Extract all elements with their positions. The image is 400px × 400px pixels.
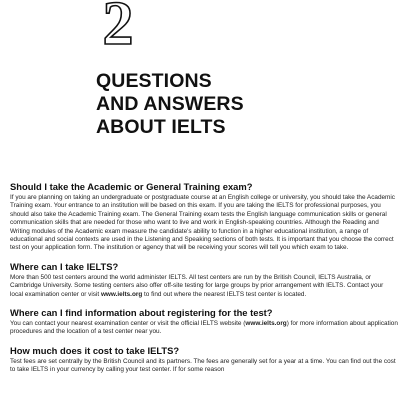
chapter-number-outline xyxy=(97,0,139,46)
question-heading: How much does it cost to take IELTS? xyxy=(10,344,180,356)
answer-paragraph: Test fees are set centrally by the British Council and its partners. The fees are generally set for a year at a time. You can find out the cost to take IELTS in your currency by calling your test center. If for some reason xyxy=(10,357,396,374)
answer-paragraph: If you are planning on taking an undergraduate or postgraduate course at an English college or university, you should take the Academic Training exam. Your entrance to an institution will be based on this exam. If you are taking the IELTS for professional purposes, you should also take the Academic Training exam. The General Training exam tests the English language communication skills or general communication skills that are needed for those who want to live and work in English-speaking countries. Although the Reading and Writing modules of the Academic exam measure the candidate's ability to function in a higher educational institution, a range of educational and social contexts are used in the Listening and Speaking sections of both tests. It is important that you choose the correct test on your application form. The institution or agency that will be receiving your scores will tell you which exam to take. xyxy=(10,194,395,252)
qa-section xyxy=(10,345,398,375)
chapter-number-text: 2 xyxy=(102,0,134,46)
question-heading: Where can I take IELTS? xyxy=(10,260,119,272)
chapter-body xyxy=(10,181,398,383)
chapter-number-graphic xyxy=(97,0,139,46)
chapter-title xyxy=(96,70,366,139)
website-link[interactable]: www.ielts.org xyxy=(100,290,143,298)
chapter-title-line: ABOUT IELTS xyxy=(96,116,226,138)
qa-section xyxy=(10,307,398,337)
answer-paragraph: You can contact your nearest examination center or visit the official IELTS website (www.ielts.org) for more information about application procedures and the location of a test center near you. xyxy=(10,320,398,336)
question-heading: Should I take the Academic or General Training exam? xyxy=(10,181,253,192)
qa-section xyxy=(10,181,398,253)
question-heading: Where can I find information about registering for the test? xyxy=(10,307,273,319)
website-link[interactable]: www.ielts.org xyxy=(245,320,287,328)
qa-section xyxy=(10,261,398,299)
answer-paragraph: More than 500 test centers around the world administer IELTS. All test centers are run by the British Council, IELTS Australia, or Cambridge University. Some testing centers also offer off-site testing for large groups by prior arrangement with IELTS. Contact your local examination center or visit www.ielts.org to find out where the nearest IELTS test center is located. xyxy=(10,273,384,298)
chapter-title-line: QUESTIONS xyxy=(96,70,212,92)
chapter-title-line: AND ANSWERS xyxy=(96,93,244,115)
